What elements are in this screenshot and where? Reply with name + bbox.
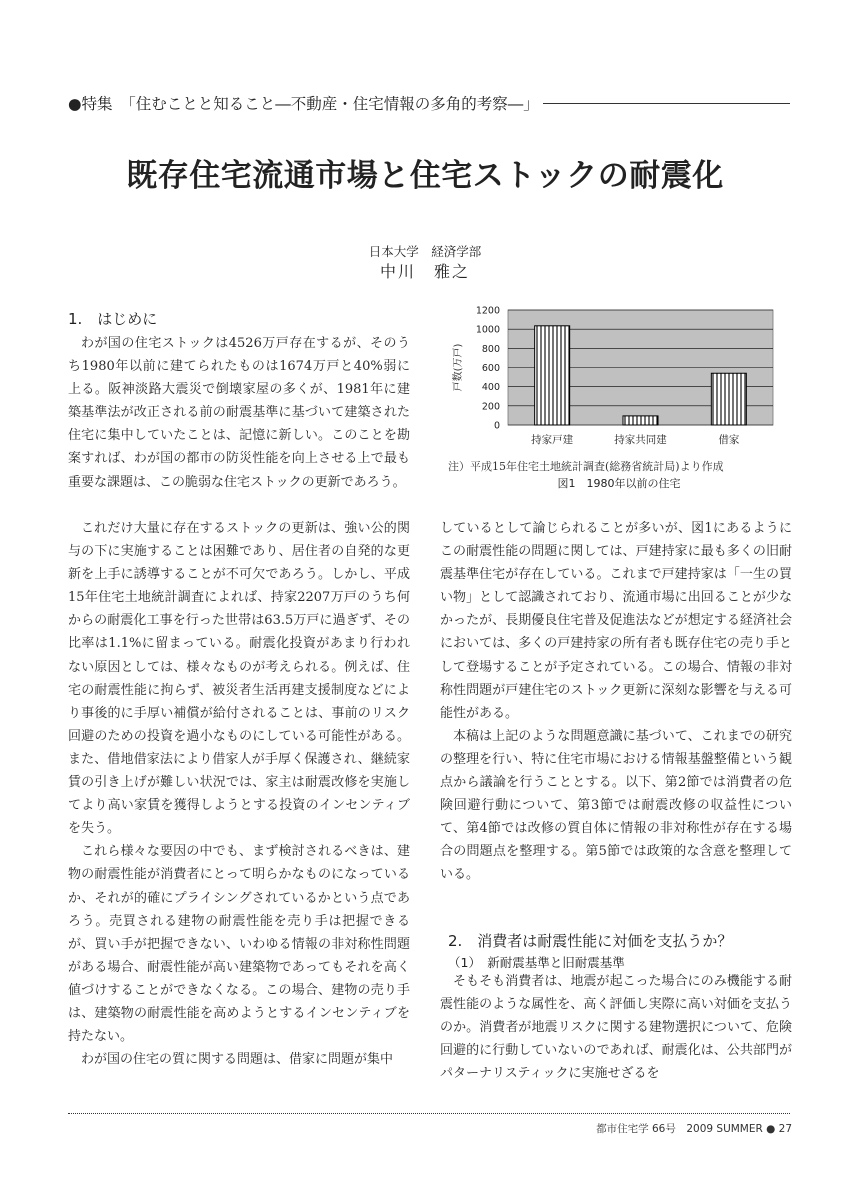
y-axis-label: 戸数(万戸) <box>453 343 464 392</box>
chart-svg <box>448 300 788 452</box>
feature-label: ●特集 「住むことと知ること―不動産・住宅情報の多角的考察―」 <box>68 95 539 113</box>
body-paragraph: しているとして論じられることが多いが、図1にあるようにこの耐震性能の問題に関しては、戸建持家に最も多くの旧耐震基準住宅が存在している。これまで戸建持家は「一生の買い物」として認識されており、流通市場に出回ることが少なかったが、長期優良住宅普及促進法などが想定する経済社会においては、多くの戸建持家の所有者も既存住宅の売り手として登場することが予定されている。この場合、情報の非対称性問題が戸建住宅のストック更新に深刻な影響を与える可能性がある。 <box>440 521 792 721</box>
y-tick-label: 0 <box>493 420 500 432</box>
article-title: 既存住宅流通市場と住宅ストックの耐震化 <box>126 158 724 194</box>
body-column-left <box>68 517 410 1071</box>
author-affiliation: 日本大学 経済学部 <box>368 244 482 259</box>
y-tick-label: 800 <box>481 343 500 355</box>
bar-2 <box>623 416 658 425</box>
body-paragraph: これだけ大量に存在するストックの更新は、強い公的関与の下に実施することは困難であり、居住者の自発的な更新を上手に誘導することが不可欠であろう。しかし、平成15年住宅土地統計調査によれば、持家2207万戸のうち何からの耐震化工事を行った世帯は63.5万戸に過ぎず、その比率は1.1%に留まっている。耐震化投資があまり行われない原因としては、様々なものが考えられる。例えば、住宅の耐震性能に拘らず、被災者生活再建支援制度などにより事後的に手厚い補償が給付されることは、事前のリスク回避のための投資を過小なものにしている可能性がある。また、借地借家法により借家人が手厚く保護され、継続家賃の引き上げが難しい状況では、家主は耐震改修を実施してより高い家賃を獲得しようとする投資のインセンティブを失う。 <box>68 521 410 837</box>
chart-note: 注）平成15年住宅土地統計調査(総務省統計局)より作成 <box>448 460 724 473</box>
x-tick-label: 持家共同建 <box>614 434 667 446</box>
section-1-heading: 1. はじめに <box>68 310 158 328</box>
y-tick-label: 600 <box>481 363 500 374</box>
y-tick-label: 200 <box>481 401 500 413</box>
body-column-right <box>440 517 792 887</box>
x-tick-label: 借家 <box>718 434 740 446</box>
y-tick-label: 400 <box>481 382 500 394</box>
body-column-right-bottom <box>440 970 792 1085</box>
y-tick-label: 1200 <box>475 305 500 317</box>
y-tick-label: 1000 <box>475 324 500 336</box>
page-footer: 都市住宅学 66号 2009 SUMMER ● 27 <box>596 1123 792 1135</box>
body-paragraph: これら様々な要因の中でも、まず検討されるべきは、建物の耐震性能が消費者にとって明らかなものになっているか、それが的確にプライシングされているかという点であろう。売買される建物の耐震性能を売り手は把握できるが、買い手が把握できない、いわゆる情報の非対称性問題がある場合、耐震性能が高い建築物であってもそれを高く値づけすることができなくなる。この場合、建物の売り手は、建築物の耐震性能を高めようとするインセンティブを持たない。 <box>68 844 410 1045</box>
body-paragraph: 本稿は上記のような問題意識に基づいて、これまでの研究の整理を行い、特に住宅市場における情報基盤整備という観点から議論を行うこととする。以下、第2節では消費者の危険回避行動について、第3節では耐震改修の収益性について、第4節では改修の質自体に情報の非対称性が存在する場合の問題点を整理する。第5節では政策的な含意を整理している。 <box>440 728 792 883</box>
header-rule <box>543 103 790 104</box>
body-paragraph: わが国の住宅の質に関する問題は、借家に問題が集中 <box>81 1052 394 1068</box>
x-tick-label: 持家戸建 <box>531 434 574 446</box>
figure-caption: 図1 1980年以前の住宅 <box>557 477 681 490</box>
subsection-2-1-heading: （1） 新耐震基準と旧耐震基準 <box>448 955 625 970</box>
body-paragraph: わが国の住宅ストックは4526万戸存在するが、そのうち1980年以前に建てられたものは1674万戸と40%弱に上る。阪神淡路大震災で倒壊家屋の多くが、1981年に建築基準法が改正される前の耐震基準に基づいて建築された住宅に集中していたことは、記憶に新しい。このことを勘案すれば、わが国の都市の防災性能を向上させる上で最も重要な課題は、この脆弱な住宅ストックの更新であろう。 <box>68 336 410 490</box>
figure-1-chart <box>448 300 788 452</box>
bar-1 <box>535 326 570 425</box>
feature-header <box>68 90 790 116</box>
author-name: 中川 雅之 <box>379 262 470 281</box>
body-paragraph: そもそも消費者は、地震が起こった場合にのみ機能する耐震性能のような属性を、高く評価し実際に高い対価を支払うのか。消費者が地震リスクに関する建物選択について、危険回避的に行動していないのであれば、耐震化は、公共部門がパターナリスティックに実施せざるを <box>440 974 792 1082</box>
bar-3 <box>711 373 746 425</box>
body-column-left-top <box>68 332 410 494</box>
section-2-heading: 2. 消費者は耐震性能に対価を支払うか？ <box>448 932 733 950</box>
footer-rule <box>68 1113 790 1114</box>
